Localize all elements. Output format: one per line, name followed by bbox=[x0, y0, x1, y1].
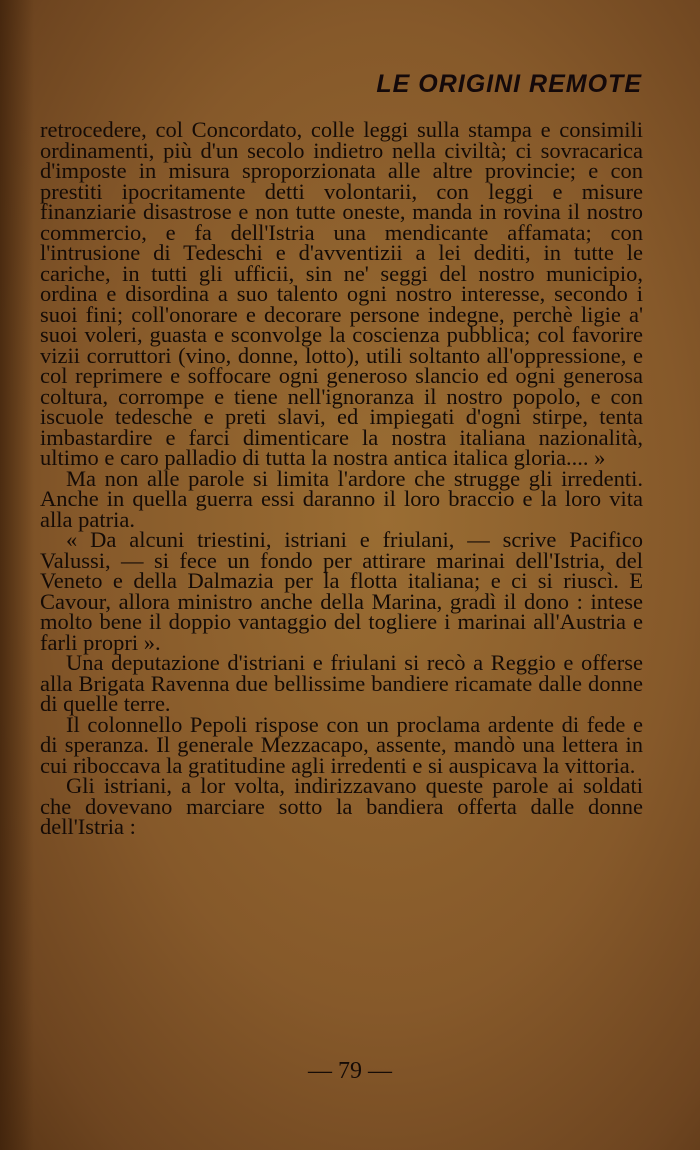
paragraph: Il colonnello Pepoli rispose con un proclama ardente di fede e di speranza. Il generale Mezzacapo, assente, mandò una lettera in cui riboccava la gratitudine agli irredenti e si auspicava la vittoria. bbox=[40, 711, 643, 778]
page-number: — 79 — bbox=[308, 1058, 392, 1084]
page-shadow bbox=[0, 0, 34, 1150]
paragraph-quotation: « Da alcuni triestini, istriani e friulani, — scrive Pacifico Valussi, — si fece un fondo per attirare marinai dell'Istria, del Veneto e della Dalmazia per la flotta italiana; e ci si riuscì. E Cavour, allora ministro anche della Marina, gradì il dono : intese molto bene il doppio vantaggio del togliere i marinai all'Austria e farli propri ». bbox=[40, 527, 643, 655]
paragraph-continued: retrocedere, col Concordato, colle leggi sulla stampa e consimili ordinamenti, più d'un secolo indietro nella civiltà; ci sovracarica d'imposte in misura sproporzionata alle altre provincie; e con prestiti ipocritamente detti volontarii, con leggi e misure finanziarie disastrose e non tutte oneste, manda in rovina il nostro commercio, e fa dell'Istria una mendicante affamata; con l'intrusione di Tedeschi e d'avventizii a lei dediti, in tutte le cariche, in tutti gli ufficii, sin ne' seggi del nostro municipio, ordina e disordina a suo talento ogni nostro interesse, secondo i suoi fini; coll'onorare e decorare persone indegne, perchè ligie a' suoi voleri, guasta e sconvolge la coscienza pubblica; col favorire vizii corruttori (vino, donne, lotto), utili soltanto all'oppressione, e col reprimere e soffocare ogni generoso slancio ed ogni generosa coltura, corrompe e tiene nell'ignoranza il nostro popolo, e con iscuole tedesche e preti slavi, ed impiegati d'ogni stirpe, tenta imbastardire e farci dimenticare la nostra italiana nazionalità, ultimo e caro palladio di tutta la nostra antica italica gloria.... » bbox=[40, 117, 643, 470]
paragraph: Ma non alle parole si limita l'ardore che strugge gli irredenti. Anche in quella guerra essi daranno il loro braccio e la loro vita alla patria. bbox=[40, 465, 643, 532]
body-text bbox=[40, 117, 643, 839]
running-title: LE ORIGINI REMOTE bbox=[376, 70, 642, 98]
paragraph: Gli istriani, a lor volta, indirizzavano queste parole ai soldati che dovevano marciare sotto la bandiera offerta dalle donne dell'Istria : bbox=[40, 773, 643, 839]
paragraph: Una deputazione d'istriani e friulani si recò a Reggio e offerse alla Brigata Ravenna due bellissime bandiere ricamate dalle donne di quelle terre. bbox=[40, 650, 643, 716]
